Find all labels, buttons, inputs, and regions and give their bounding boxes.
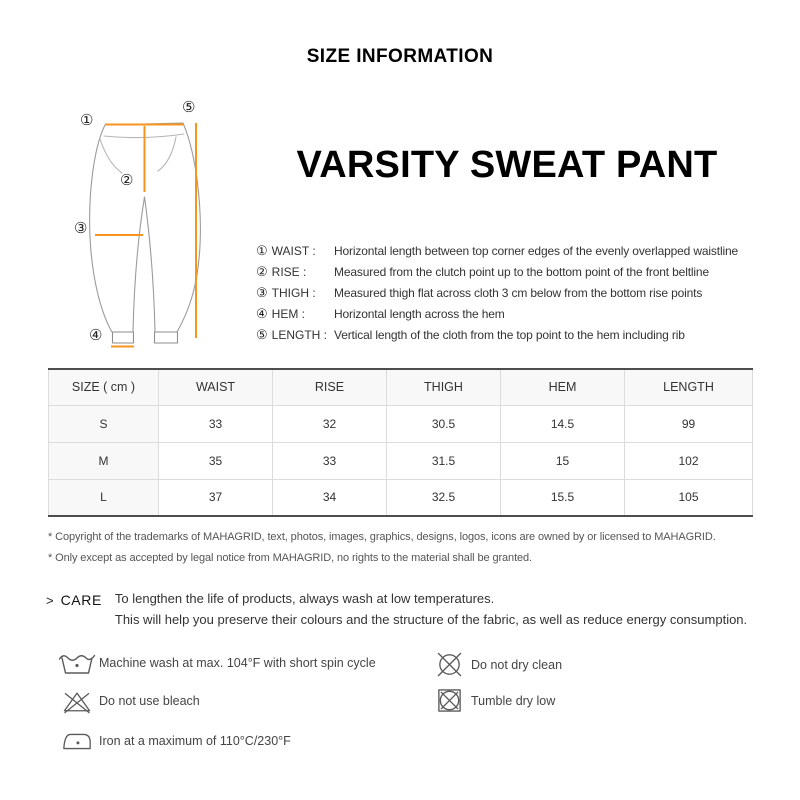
machine-wash-icon — [56, 650, 98, 676]
care-description — [115, 591, 747, 633]
col-header-thigh: THIGH — [387, 369, 501, 405]
circled-4-icon: ④ — [256, 305, 268, 321]
cell-value: 32 — [273, 405, 387, 442]
measurement-definition-rise — [256, 261, 761, 282]
circled-5-icon: ⑤ — [256, 326, 268, 342]
care-item-label: Tumble dry low — [471, 693, 556, 708]
page-title: SIZE INFORMATION — [306, 46, 494, 67]
col-header-hem: HEM — [501, 369, 625, 405]
chevron-right-icon: > — [46, 593, 54, 608]
cell-value: 33 — [273, 442, 387, 479]
diagram-marker-thigh: ③ — [74, 220, 88, 237]
size-row-m — [49, 442, 753, 479]
size-label: L — [49, 479, 159, 516]
measurement-definitions — [256, 240, 761, 345]
cell-value: 102 — [625, 442, 753, 479]
size-label: M — [49, 442, 159, 479]
size-row-s — [49, 405, 753, 442]
measurement-desc: Horizontal length across the hem — [334, 306, 505, 321]
diagram-marker-rise: ② — [120, 172, 134, 189]
col-header-length: LENGTH — [625, 369, 753, 405]
measurement-name: LENGTH : — [271, 327, 327, 342]
iron-low-icon — [56, 730, 98, 752]
cell-value: 32.5 — [387, 479, 501, 516]
care-line: To lengthen the life of products, always wash at low temperatures. — [114, 591, 495, 606]
do-not-dry-clean-icon — [428, 651, 470, 678]
care-item-machine-wash — [56, 650, 376, 676]
care-item-label: Machine wash at max. 104°F with short spin cycle — [99, 656, 376, 670]
cell-value: 14.5 — [501, 405, 625, 442]
measurement-definition-waist — [256, 240, 761, 261]
size-label: S — [49, 405, 159, 442]
care-item-no-bleach — [56, 688, 200, 714]
cell-value: 35 — [159, 442, 273, 479]
care-item-no-dry-clean — [428, 651, 562, 678]
measurement-lines — [95, 123, 196, 347]
diagram-marker-hem: ④ — [89, 327, 103, 344]
circled-2-icon: ② — [256, 263, 268, 279]
diagram-marker-length: ⑤ — [182, 99, 196, 116]
care-item-iron — [56, 730, 291, 752]
diagram-marker-waist: ① — [80, 112, 94, 129]
care-item-label: Do not dry clean — [471, 657, 563, 672]
do-not-bleach-icon — [56, 688, 98, 714]
cell-value: 30.5 — [387, 405, 501, 442]
col-header-waist: WAIST — [159, 369, 273, 405]
circled-1-icon: ① — [256, 242, 268, 258]
measurement-definition-thigh — [256, 282, 761, 303]
legal-notes — [48, 531, 716, 573]
circled-3-icon: ③ — [256, 284, 268, 300]
cell-value: 31.5 — [387, 442, 501, 479]
cell-value: 34 — [273, 479, 387, 516]
care-line: This will help you preserve their colours and the structure of the fabric, as well as reduce energy consumption. — [114, 612, 748, 627]
measurement-desc: Horizontal length between top corner edges of the evenly overlapped waistline — [334, 243, 739, 258]
cell-value: 15.5 — [501, 479, 625, 516]
size-row-l — [49, 479, 753, 516]
cell-value: 99 — [625, 405, 753, 442]
care-section-header — [46, 591, 747, 633]
cell-value: 15 — [501, 442, 625, 479]
size-table — [48, 368, 753, 517]
cell-value: 105 — [625, 479, 753, 516]
measurement-name: WAIST : — [271, 243, 316, 258]
copyright-note: * Copyright of the trademarks of MAHAGRID, text, photos, images, graphics, designs, logos, icons are owned by or licensed to MAHAGRID. — [48, 531, 716, 543]
care-label: CARE — [60, 592, 102, 608]
measurement-name: RISE : — [271, 264, 307, 279]
tumble-dry-low-icon — [428, 687, 470, 714]
care-item-label: Iron at a maximum of 110°C/230°F — [99, 734, 291, 748]
cell-value: 37 — [159, 479, 273, 516]
rights-note: * Only except as accepted by legal notice from MAHAGRID, no rights to the material shall be granted. — [48, 552, 533, 564]
care-item-label: Do not use bleach — [99, 694, 200, 708]
measurement-desc: Measured from the clutch point up to the bottom point of the front beltline — [334, 264, 709, 279]
measurement-definition-length — [256, 324, 761, 345]
measurement-name: THIGH : — [271, 285, 316, 300]
col-header-rise: RISE — [273, 369, 387, 405]
measurement-definition-hem — [256, 303, 761, 324]
size-table-header-row — [49, 369, 753, 405]
pants-measurement-diagram — [50, 95, 250, 365]
cell-value: 33 — [159, 405, 273, 442]
product-title: VARSITY SWEAT PANT — [296, 144, 718, 186]
measurement-name: HEM : — [271, 306, 305, 321]
col-header-size: SIZE ( cm ) — [49, 369, 159, 405]
care-item-tumble-dry — [428, 687, 555, 714]
measurement-desc: Vertical length of the cloth from the top point to the hem including rib — [334, 327, 685, 342]
measurement-desc: Measured thigh flat across cloth 3 cm below from the bottom rise points — [334, 285, 703, 300]
